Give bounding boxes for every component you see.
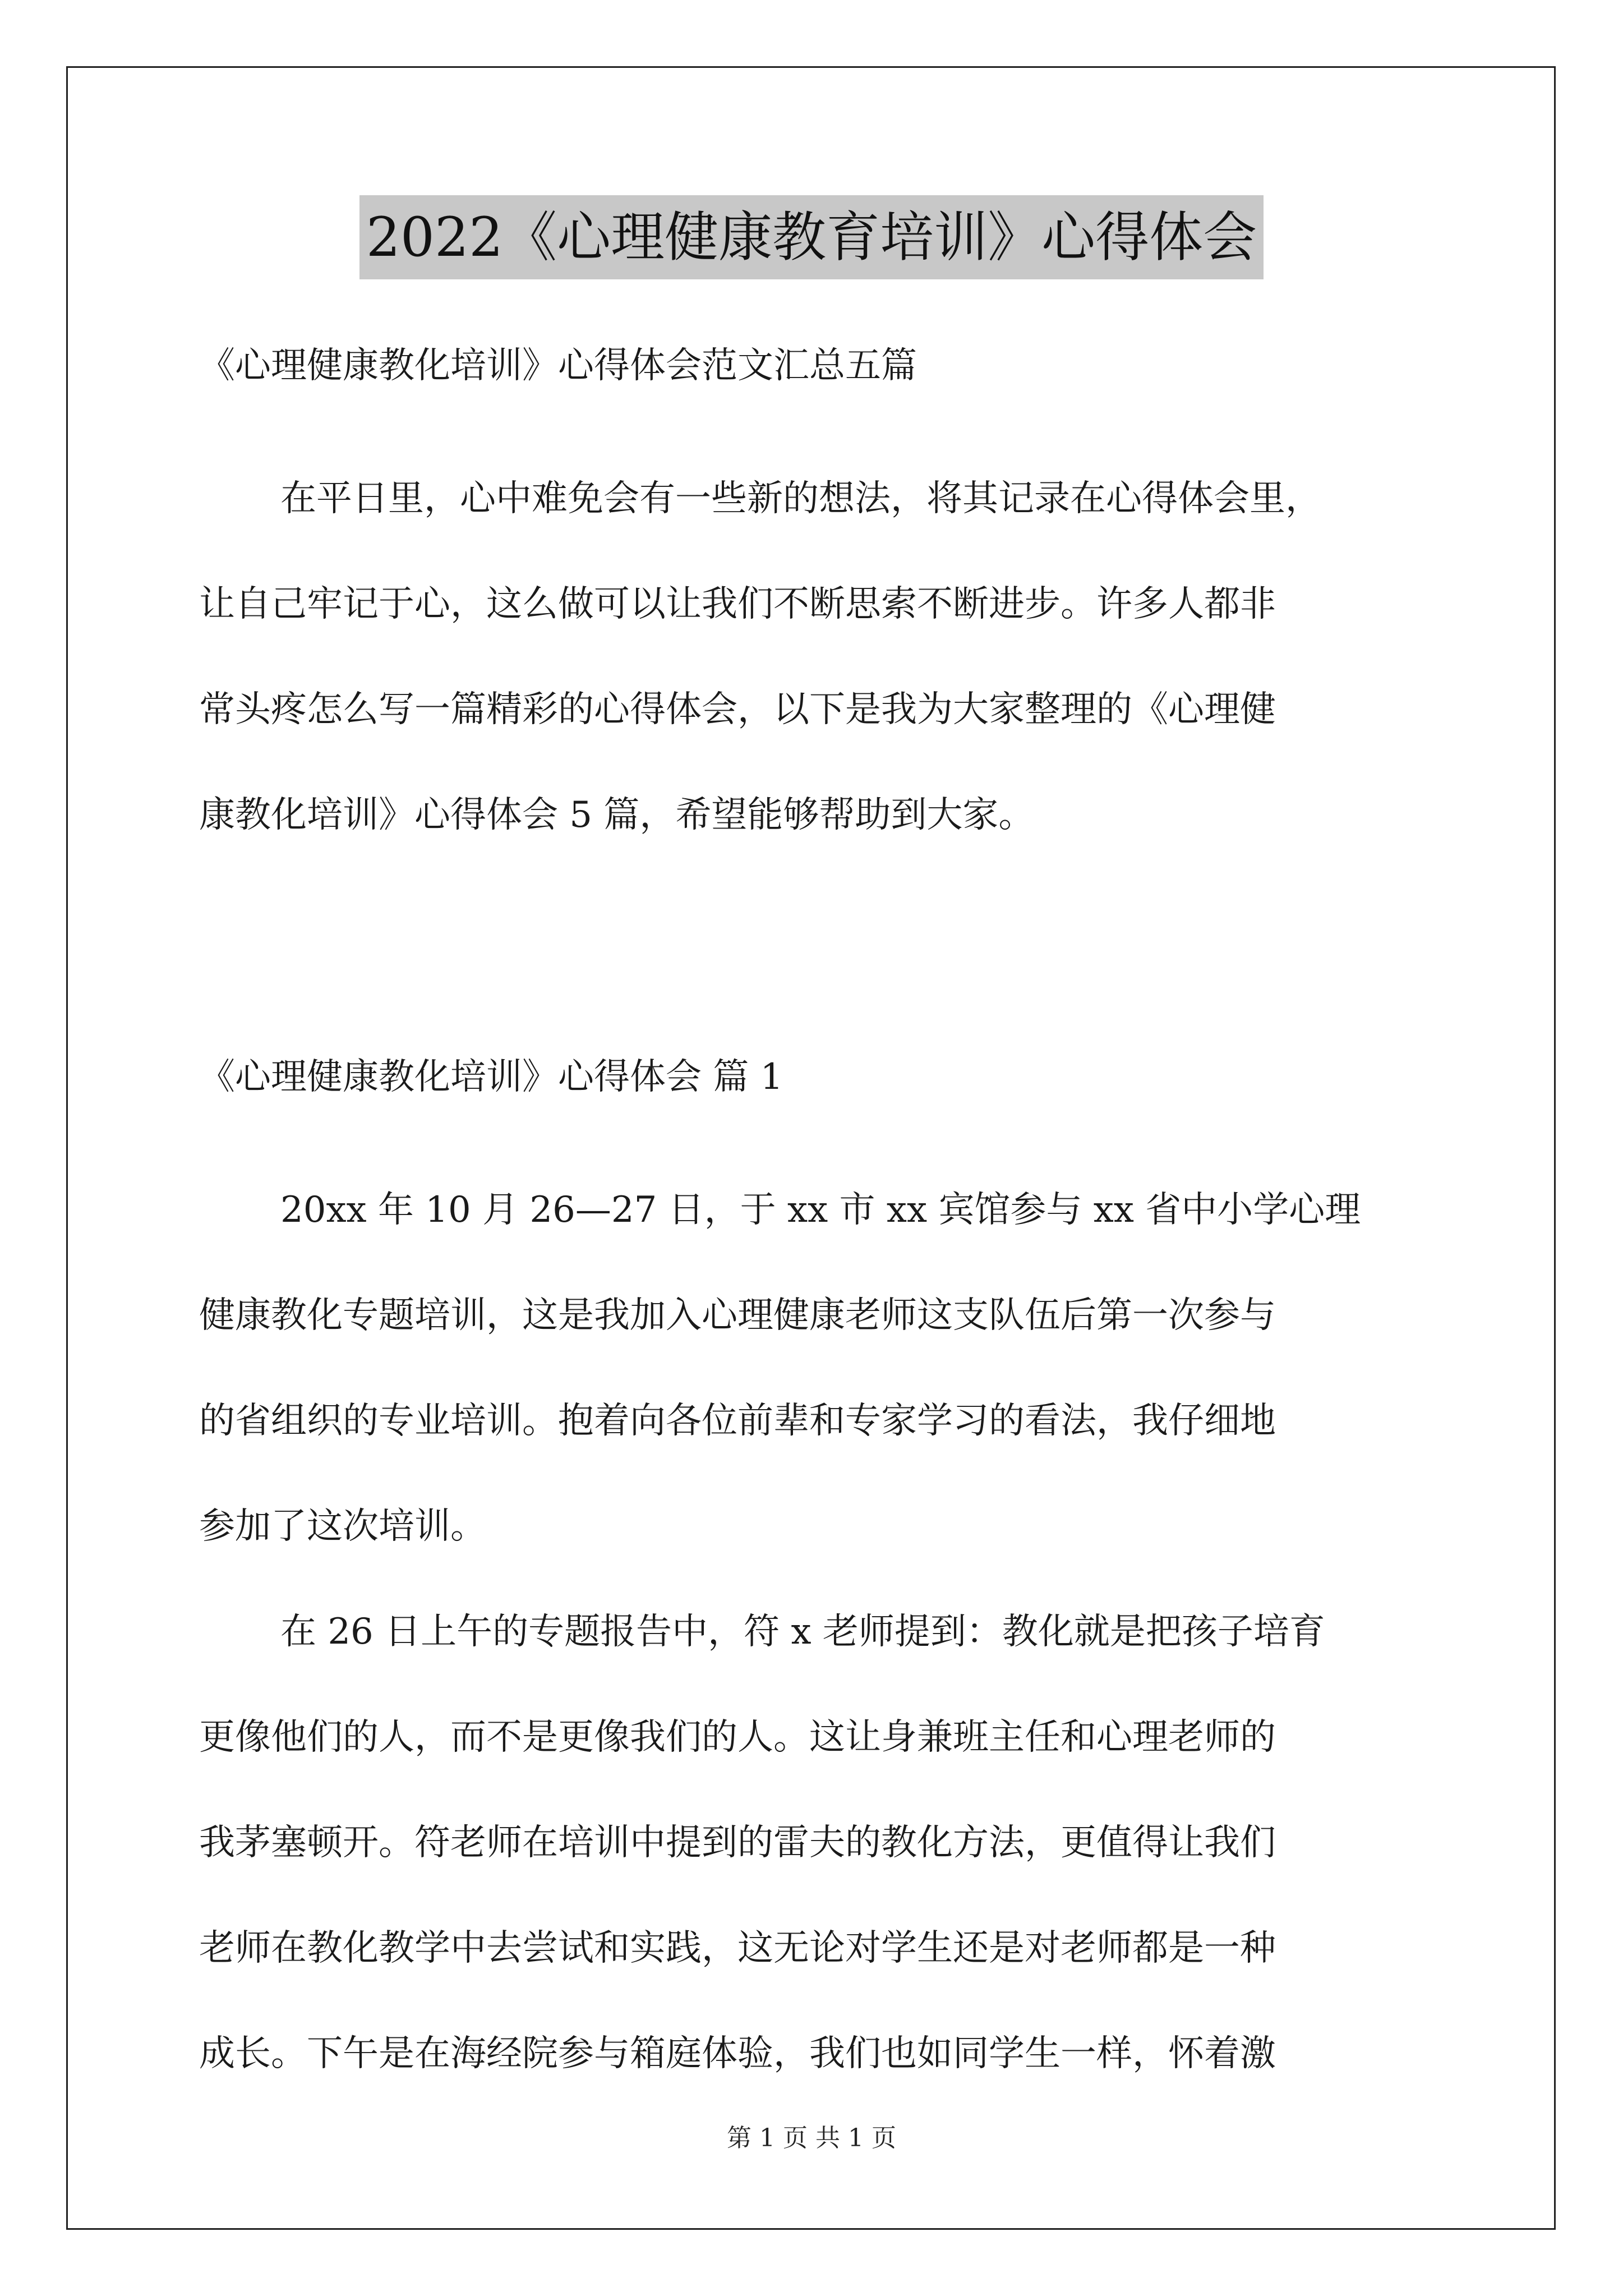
text-line: 常头疼怎么写一篇精彩的心得体会，以下是我为大家整理的《心理健 [199, 689, 1276, 730]
text-line: 在 26 日上午的专题报告中，符 x 老师提到：教化就是把孩子培育 [280, 1611, 1325, 1653]
document-title: 2022《心理健康教育培训》心得体会 [359, 195, 1264, 279]
intro-paragraph [199, 446, 1433, 868]
body-paragraph [199, 1157, 1433, 1579]
text-line: 让自己牢记于心，这么做可以让我们不断思索不断进步。许多人都非 [199, 583, 1276, 625]
text-line: 我茅塞顿开。符老师在培训中提到的雷夫的教化方法，更值得让我们 [199, 1822, 1276, 1864]
page-number: 第 1 页 共 1 页 [727, 2124, 896, 2152]
text-line: 老师在教化教学中去尝试和实践，这无论对学生还是对老师都是一种 [199, 1927, 1276, 1969]
document-body [199, 314, 1433, 2106]
text-line: 参加了这次培训。 [199, 1506, 486, 1547]
text-line: 健康教化专题培训，这是我加入心理健康老师这支队伍后第一次参与 [199, 1295, 1276, 1336]
text-line: 更像他们的人，而不是更像我们的人。这让身兼班主任和心理老师的 [199, 1717, 1276, 1758]
title-container [0, 195, 1623, 279]
text-line: 在平日里，心中难免会有一些新的想法，将其记录在心得体会里， [280, 478, 1321, 519]
text-line: 康教化培训》心得体会 5 篇，希望能够帮助到大家。 [199, 794, 1035, 836]
text-line: 的省组织的专业培训。抱着向各位前辈和专家学习的看法，我仔细地 [199, 1400, 1276, 1442]
body-paragraph [199, 1579, 1433, 2106]
text-line: 20xx 年 10 月 26—27 日，于 xx 市 xx 宾馆参与 xx 省中小学心理 [280, 1189, 1361, 1231]
document-subtitle: 《心理健康教化培训》心得体会范文汇总五篇 [199, 345, 917, 386]
section-heading: 《心理健康教化培训》心得体会 篇 1 [199, 1056, 783, 1098]
text-line: 成长。下午是在海经院参与箱庭体验，我们也如同学生一样，怀着激 [199, 2033, 1276, 2074]
